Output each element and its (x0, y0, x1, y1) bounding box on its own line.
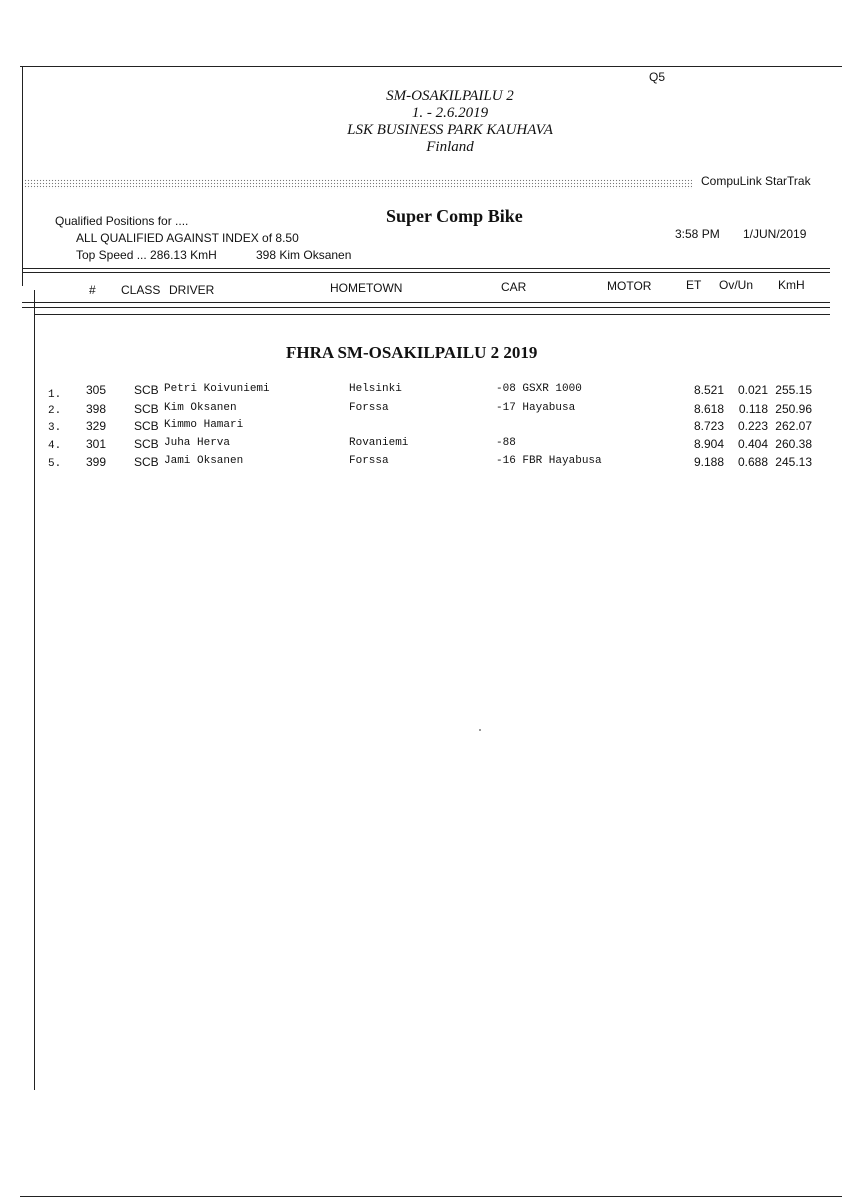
col-class: CLASS (121, 283, 161, 297)
scan-dot (479, 729, 481, 731)
row-driver: Juha Herva (164, 437, 231, 449)
row-driver: Jami Oksanen (164, 455, 244, 467)
index-label: ALL QUALIFIED AGAINST INDEX of 8.50 (76, 231, 299, 245)
frame-bottom-line (20, 1196, 842, 1197)
event-title: SM-OSAKILPAILU 2 (386, 88, 514, 104)
section-title: FHRA SM-OSAKILPAILU 2 2019 (286, 343, 538, 362)
col-motor: MOTOR (607, 279, 652, 293)
header-bottom-rule-3 (34, 314, 830, 315)
row-et: 8.904 (693, 437, 724, 451)
row-class: SCB (134, 402, 159, 416)
row-car: -88 (496, 437, 516, 449)
qualified-label: Qualified Positions for .... (55, 214, 189, 228)
event-country: Finland (426, 139, 474, 155)
row-class: SCB (134, 455, 159, 469)
row-hometown: Helsinki (349, 383, 402, 395)
row-et: 9.188 (693, 455, 724, 469)
row-et: 8.723 (693, 419, 724, 433)
frame-left-line (22, 66, 23, 286)
event-dates: 1. - 2.6.2019 (411, 105, 489, 121)
frame-left-line-lower (34, 290, 35, 1090)
row-car: -17 Hayabusa (496, 402, 576, 414)
row-ovun: 0.021 (737, 383, 768, 397)
row-class: SCB (134, 383, 159, 397)
col-hometown: HOMETOWN (330, 281, 403, 295)
row-number: 301 (86, 437, 107, 451)
row-number: 398 (86, 402, 107, 416)
system-label: CompuLink StarTrak (701, 174, 811, 188)
event-header (260, 88, 640, 156)
row-ovun: 0.688 (737, 455, 768, 469)
row-hometown: Forssa (349, 402, 389, 414)
row-kmh: 245.13 (775, 455, 812, 469)
row-number: 329 (86, 419, 107, 433)
row-position: 5. (48, 458, 62, 470)
row-car: -08 GSXR 1000 (496, 383, 582, 395)
report-time: 3:58 PM (675, 227, 720, 241)
row-hometown: Forssa (349, 455, 389, 467)
top-speed-label: Top Speed ... 286.13 KmH (76, 248, 217, 262)
row-ovun: 0.223 (737, 419, 768, 433)
header-bottom-rule (22, 302, 830, 303)
row-car: -16 FBR Hayabusa (496, 455, 602, 467)
header-top-rule (22, 268, 830, 269)
col-ovun: Ov/Un (719, 278, 754, 292)
row-position: 1. (48, 389, 62, 401)
row-driver: Kimmo Hamari (164, 419, 244, 431)
col-car: CAR (501, 280, 527, 294)
page-code: Q5 (649, 70, 666, 84)
class-title: Super Comp Bike (386, 206, 523, 226)
row-et: 8.618 (693, 402, 724, 416)
col-driver: DRIVER (169, 283, 215, 297)
row-position: 4. (48, 440, 62, 452)
row-class: SCB (134, 437, 159, 451)
row-driver: Petri Koivuniemi (164, 383, 270, 395)
row-kmh: 262.07 (775, 419, 812, 433)
row-kmh: 255.15 (775, 383, 812, 397)
dotted-separator (24, 179, 692, 189)
report-date: 1/JUN/2019 (743, 227, 807, 241)
row-number: 305 (86, 383, 107, 397)
row-position: 3. (48, 422, 62, 434)
row-ovun: 0.404 (737, 437, 768, 451)
top-speed-holder: 398 Kim Oksanen (256, 248, 352, 262)
col-et: ET (686, 278, 702, 292)
header-top-rule-2 (22, 272, 830, 273)
row-ovun: 0.118 (738, 402, 768, 416)
col-num: # (89, 283, 96, 297)
row-class: SCB (134, 419, 159, 433)
row-hometown: Rovaniemi (349, 437, 409, 449)
col-kmh: KmH (778, 278, 805, 292)
row-driver: Kim Oksanen (164, 402, 237, 414)
row-position: 2. (48, 405, 62, 417)
row-kmh: 260.38 (775, 437, 812, 451)
event-venue: LSK BUSINESS PARK KAUHAVA (347, 122, 553, 138)
frame-top-line (20, 66, 842, 67)
row-number: 399 (86, 455, 107, 469)
header-bottom-rule-2 (22, 307, 830, 308)
row-kmh: 250.96 (775, 402, 812, 416)
row-et: 8.521 (693, 383, 724, 397)
